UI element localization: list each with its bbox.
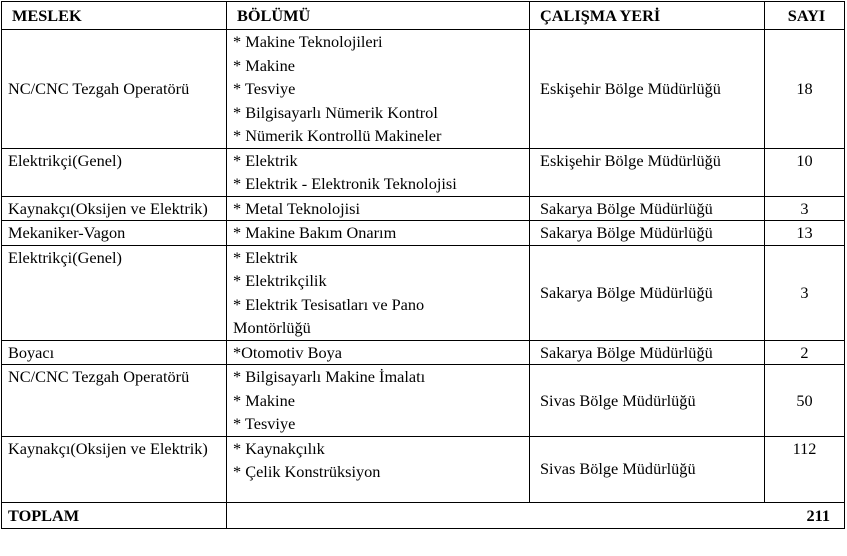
bolum-line: * Makine bbox=[233, 55, 295, 75]
header-row bbox=[2, 2, 845, 30]
table-row bbox=[2, 436, 845, 502]
header-calisma-yeri: ÇALIŞMA YERİ bbox=[530, 2, 765, 30]
bolum-line: * Elektrik Tesisatları ve Pano bbox=[233, 294, 425, 314]
bolumu-cell bbox=[227, 340, 530, 365]
calisma-yeri-cell: Sivas Bölge Müdürlüğü bbox=[530, 365, 765, 437]
sayi-cell: 112 bbox=[765, 436, 845, 502]
bolum-line: * Tesviye bbox=[233, 79, 296, 98]
bolum-line: * Kaynakçılık bbox=[233, 438, 325, 458]
bolum-line: * Makine Bakım Onarım bbox=[233, 223, 397, 242]
bolum-line: * Makine bbox=[233, 390, 295, 410]
bolum-line: * Elektrik bbox=[233, 150, 298, 170]
sayi-cell: 10 bbox=[765, 148, 845, 196]
bolumu-cell bbox=[227, 221, 530, 246]
bolum-line: * Bilgisayarlı Nümerik Kontrol bbox=[233, 102, 438, 122]
bolumu-cell bbox=[227, 148, 530, 196]
sayi-cell: 18 bbox=[765, 30, 845, 149]
bolumu-cell bbox=[227, 365, 530, 437]
meslek-cell: Elektrikçi(Genel) bbox=[2, 148, 227, 196]
bolum-line: * Elektrikçilik bbox=[233, 271, 327, 290]
calisma-yeri-cell: Sakarya Bölge Müdürlüğü bbox=[530, 196, 765, 221]
header-bolumu: BÖLÜMÜ bbox=[227, 2, 530, 30]
bolum-line: * Metal Teknolojisi bbox=[233, 198, 360, 218]
bolum-line: Montörlüğü bbox=[233, 318, 311, 337]
sayi-cell: 2 bbox=[765, 340, 845, 365]
table-row bbox=[2, 365, 845, 437]
table-row bbox=[2, 221, 845, 246]
total-row bbox=[2, 502, 845, 528]
total-value: 211 bbox=[227, 502, 845, 528]
bolum-line: * Elektrik - Elektronik Teknolojisi bbox=[233, 174, 457, 193]
bolumu-cell bbox=[227, 245, 530, 340]
calisma-yeri-cell: Sakarya Bölge Müdürlüğü bbox=[530, 340, 765, 365]
calisma-yeri-cell: Eskişehir Bölge Müdürlüğü bbox=[530, 148, 765, 196]
sayi-cell: 3 bbox=[765, 196, 845, 221]
table-row bbox=[2, 148, 845, 196]
bolum-line: * Bilgisayarlı Makine İmalatı bbox=[233, 367, 426, 386]
bolum-line: * Makine Teknolojileri bbox=[233, 32, 383, 51]
meslek-cell: Elektrikçi(Genel) bbox=[2, 245, 227, 340]
table-row bbox=[2, 30, 845, 149]
table-row bbox=[2, 196, 845, 221]
meslek-cell: NC/CNC Tezgah Operatörü bbox=[2, 30, 227, 149]
meslek-cell: NC/CNC Tezgah Operatörü bbox=[2, 365, 227, 437]
bolum-line: * Nümerik Kontrollü Makineler bbox=[233, 126, 442, 145]
bolum-line: * Tesviye bbox=[233, 414, 296, 433]
meslek-cell: Kaynakçı(Oksijen ve Elektrik) bbox=[2, 196, 227, 221]
calisma-yeri-cell: Sakarya Bölge Müdürlüğü bbox=[530, 245, 765, 340]
total-label: TOPLAM bbox=[2, 502, 227, 528]
sayi-cell: 13 bbox=[765, 221, 845, 246]
meslek-cell: Mekaniker-Vagon bbox=[2, 221, 227, 246]
table-row bbox=[2, 340, 845, 365]
calisma-yeri-cell: Eskişehir Bölge Müdürlüğü bbox=[530, 30, 765, 149]
bolum-line: * Elektrik bbox=[233, 247, 298, 267]
meslek-cell: Kaynakçı(Oksijen ve Elektrik) bbox=[2, 436, 227, 502]
bolumu-cell bbox=[227, 436, 530, 502]
table-row bbox=[2, 245, 845, 340]
sayi-cell: 50 bbox=[765, 365, 845, 437]
calisma-yeri-cell: Sakarya Bölge Müdürlüğü bbox=[530, 221, 765, 246]
sayi-cell: 3 bbox=[765, 245, 845, 340]
bolumu-cell bbox=[227, 196, 530, 221]
header-meslek: MESLEK bbox=[2, 2, 227, 30]
job-table bbox=[1, 1, 845, 529]
bolum-line: *Otomotiv Boya bbox=[233, 342, 342, 362]
header-sayi: SAYI bbox=[765, 2, 845, 30]
bolumu-cell bbox=[227, 30, 530, 149]
meslek-cell: Boyacı bbox=[2, 340, 227, 365]
calisma-yeri-cell: Sivas Bölge Müdürlüğü bbox=[530, 436, 765, 502]
bolum-line: * Çelik Konstrüksiyon bbox=[233, 462, 381, 481]
